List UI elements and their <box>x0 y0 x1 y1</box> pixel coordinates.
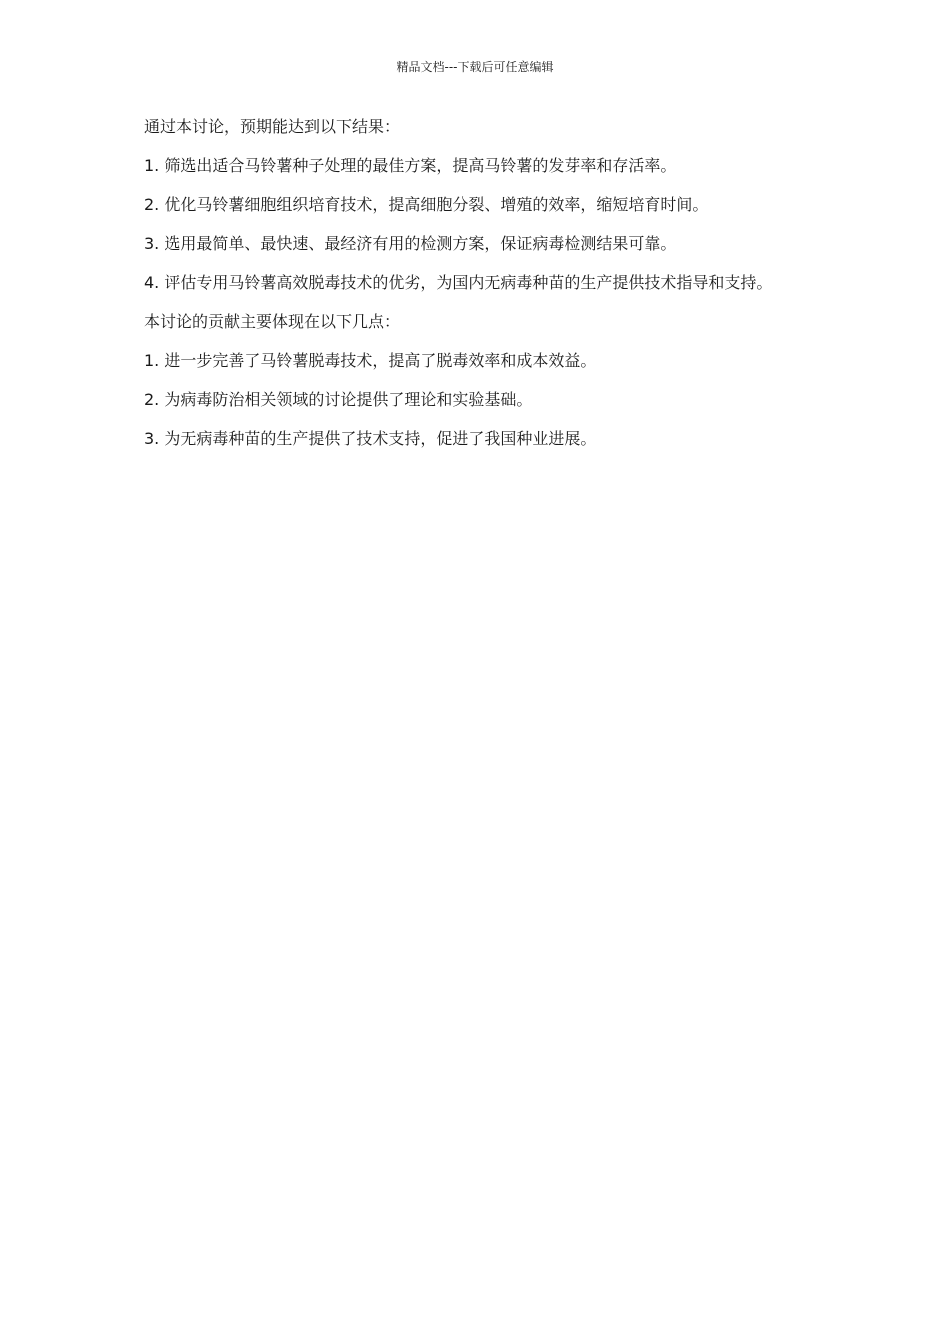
results-heading: 通过本讨论，预期能达到以下结果： <box>144 117 401 136</box>
document-body <box>144 116 804 467</box>
contributions-heading: 本讨论的贡献主要体现在以下几点： <box>144 312 401 331</box>
result-item: 3. 选用最简单、最快速、最经济有用的检测方案，保证病毒检测结果可靠。 <box>144 234 677 253</box>
contribution-item: 2. 为病毒防治相关领域的讨论提供了理论和实验基础。 <box>144 390 533 409</box>
result-item: 2. 优化马铃薯细胞组织培育技术，提高细胞分裂、增殖的效率，缩短培育时间。 <box>144 195 709 214</box>
result-item: 4. 评估专用马铃薯高效脱毒技术的优劣，为国内无病毒种苗的生产提供技术指导和支持。 <box>144 273 773 292</box>
page-header: 精品文档---下载后可任意编辑 <box>396 60 554 74</box>
contribution-item: 1. 进一步完善了马铃薯脱毒技术，提高了脱毒效率和成本效益。 <box>144 351 597 370</box>
result-item: 1. 筛选出适合马铃薯种子处理的最佳方案，提高马铃薯的发芽率和存活率。 <box>144 156 677 175</box>
contribution-item: 3. 为无病毒种苗的生产提供了技术支持，促进了我国种业进展。 <box>144 429 597 448</box>
